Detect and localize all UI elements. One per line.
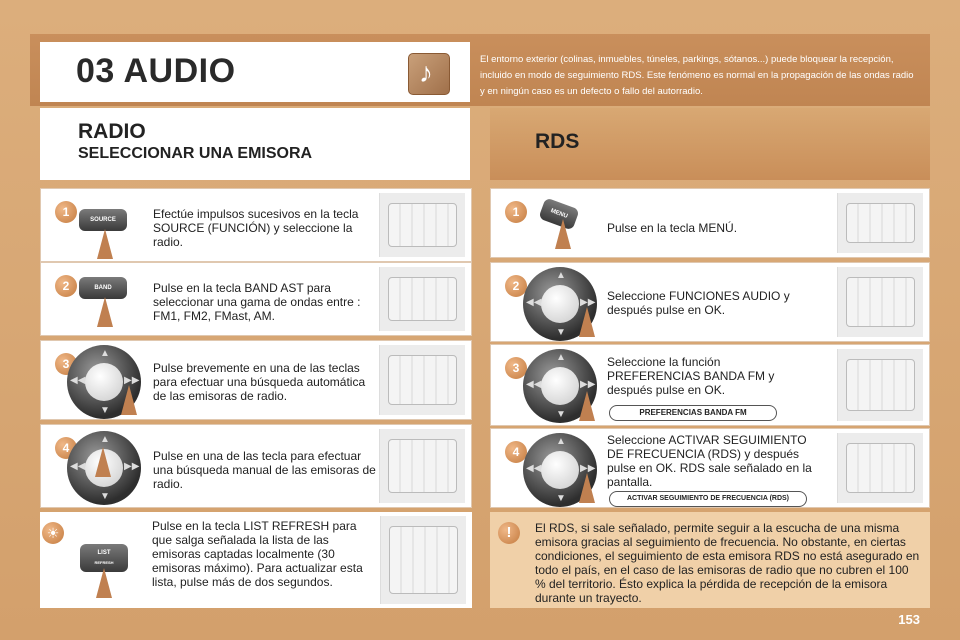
radio-panel-image — [379, 345, 465, 415]
tip-sun-icon: ☀ — [42, 522, 64, 544]
preferencias-banda-fm-label: PREFERENCIAS BANDA FM — [609, 405, 777, 421]
step-number-badge: 4 — [55, 437, 77, 459]
rds-step-1 — [490, 188, 930, 258]
radio-step-3 — [40, 340, 472, 420]
radio-step-4 — [40, 424, 472, 508]
step-text: Pulse en una de las tecla para efectuar una búsqueda manual de las emisoras de radio. — [153, 449, 376, 491]
step-text: Efectúe impulsos sucesivos en la tecla SOURCE (FUNCIÓN) y seleccione la radio. — [153, 207, 359, 249]
step-number-badge: 4 — [505, 441, 527, 463]
rds-panel-image — [837, 193, 923, 253]
audio-cd-icon — [408, 53, 450, 95]
rds-step-3 — [490, 344, 930, 426]
intro-text: El entorno exterior (colinas, inmuebles, túneles, parkings, sótanos...) puede bloquear la recepción, incluido en modo de seguimiento RDS. Este fenómeno es normal en la propagación de las ondas radio y en ningún caso es un defecto o fallo del autorradio. — [480, 54, 914, 97]
refresh-key-label: REFRESH — [94, 560, 114, 565]
warning-exclamation-icon: ! — [498, 522, 520, 544]
radio-step-2 — [40, 262, 472, 336]
rds-panel-image — [837, 267, 923, 337]
radio-panel-image — [379, 193, 465, 257]
press-arrow-icon — [579, 391, 595, 421]
step-number-badge: 2 — [55, 275, 77, 297]
rds-step-2 — [490, 262, 930, 342]
step-text: Seleccione FUNCIONES AUDIO y después pulse en OK. — [607, 289, 790, 317]
navigation-pad-icon: ▲ ▼ ◀◀ ▶▶ — [67, 431, 141, 505]
rds-panel-image — [837, 433, 923, 503]
press-arrow-icon — [95, 447, 111, 477]
rds-title: RDS — [535, 130, 580, 153]
press-arrow-icon — [96, 568, 112, 598]
press-arrow-icon — [97, 297, 113, 327]
source-key: SOURCE — [79, 209, 127, 231]
press-arrow-icon — [555, 219, 571, 249]
warning-text: El RDS, si sale señalado, permite seguir a la escucha de una misma emisora gracias al seguimiento de frecuencia. No obstante, en ciertas condiciones, el seguimiento de esta emisora RDS no está asegurado en todo el país, en el caso de las emisoras de radio que no cubren el 100 % del territorio. Ésto explica la pérdida de recepción de la emisora durante un trayecto. — [535, 521, 920, 605]
radio-panel-image — [380, 516, 466, 604]
step-text: Pulse brevemente en una de las teclas para efectuar una búsqueda automática de las emisoras de radio. — [153, 361, 366, 403]
step-text: Seleccione la función PREFERENCIAS BANDA FM y después pulse en OK. — [607, 355, 775, 397]
press-arrow-icon — [121, 385, 137, 415]
page-title: 03 AUDIO — [76, 52, 236, 90]
press-arrow-icon — [579, 473, 595, 503]
radio-section-header — [40, 108, 470, 180]
step-number-badge: 2 — [505, 275, 527, 297]
step-number-badge: 3 — [505, 357, 527, 379]
band-key: BAND — [79, 277, 127, 299]
radio-subtitle: SELECCIONAR UNA EMISORA — [78, 145, 313, 162]
radio-title: RADIO — [78, 120, 146, 143]
navigation-pad-icon: ▲ ▼ ◀◀ ▶▶ — [67, 345, 141, 419]
navigation-pad-icon: ▲ ▼ ◀◀ ▶▶ — [523, 349, 597, 423]
step-text: Pulse en la tecla BAND AST para seleccionar una gama de ondas entre : FM1, FM2, FMast, AM. — [153, 281, 361, 323]
page-number: 153 — [898, 612, 920, 627]
navigation-pad-icon: ▲ ▼ ◀◀ ▶▶ — [523, 433, 597, 507]
press-arrow-icon — [579, 307, 595, 337]
radio-panel-image — [379, 429, 465, 503]
step-number-badge: 1 — [505, 201, 527, 223]
step-number-badge: 1 — [55, 201, 77, 223]
navigation-pad-icon: ▲ ▼ ◀◀ ▶▶ — [523, 267, 597, 341]
activar-seguimiento-label: ACTIVAR SEGUIMIENTO DE FRECUENCIA (RDS) — [609, 491, 807, 507]
tip-text: Pulse en la tecla LIST REFRESH para que salga señalada la lista de las emisoras captadas localmente (30 emisoras máximo). Para actualizar esta lista, pulse más de dos segundos. — [152, 519, 363, 589]
step-number-badge: 3 — [55, 353, 77, 375]
menu-key: MENU — [538, 198, 579, 231]
rds-step-4 — [490, 428, 930, 508]
step-text: Seleccione ACTIVAR SEGUIMIENTO DE FRECUENCIA (RDS) y después pulse en OK. RDS sale señalado en la pantalla. — [607, 433, 812, 489]
step-text: Pulse en la tecla MENÚ. — [607, 221, 738, 235]
list-key-label: LIST — [97, 550, 111, 556]
radio-step-1 — [40, 188, 472, 262]
rds-panel-image — [837, 349, 923, 421]
radio-panel-image — [379, 267, 465, 331]
press-arrow-icon — [97, 229, 113, 259]
